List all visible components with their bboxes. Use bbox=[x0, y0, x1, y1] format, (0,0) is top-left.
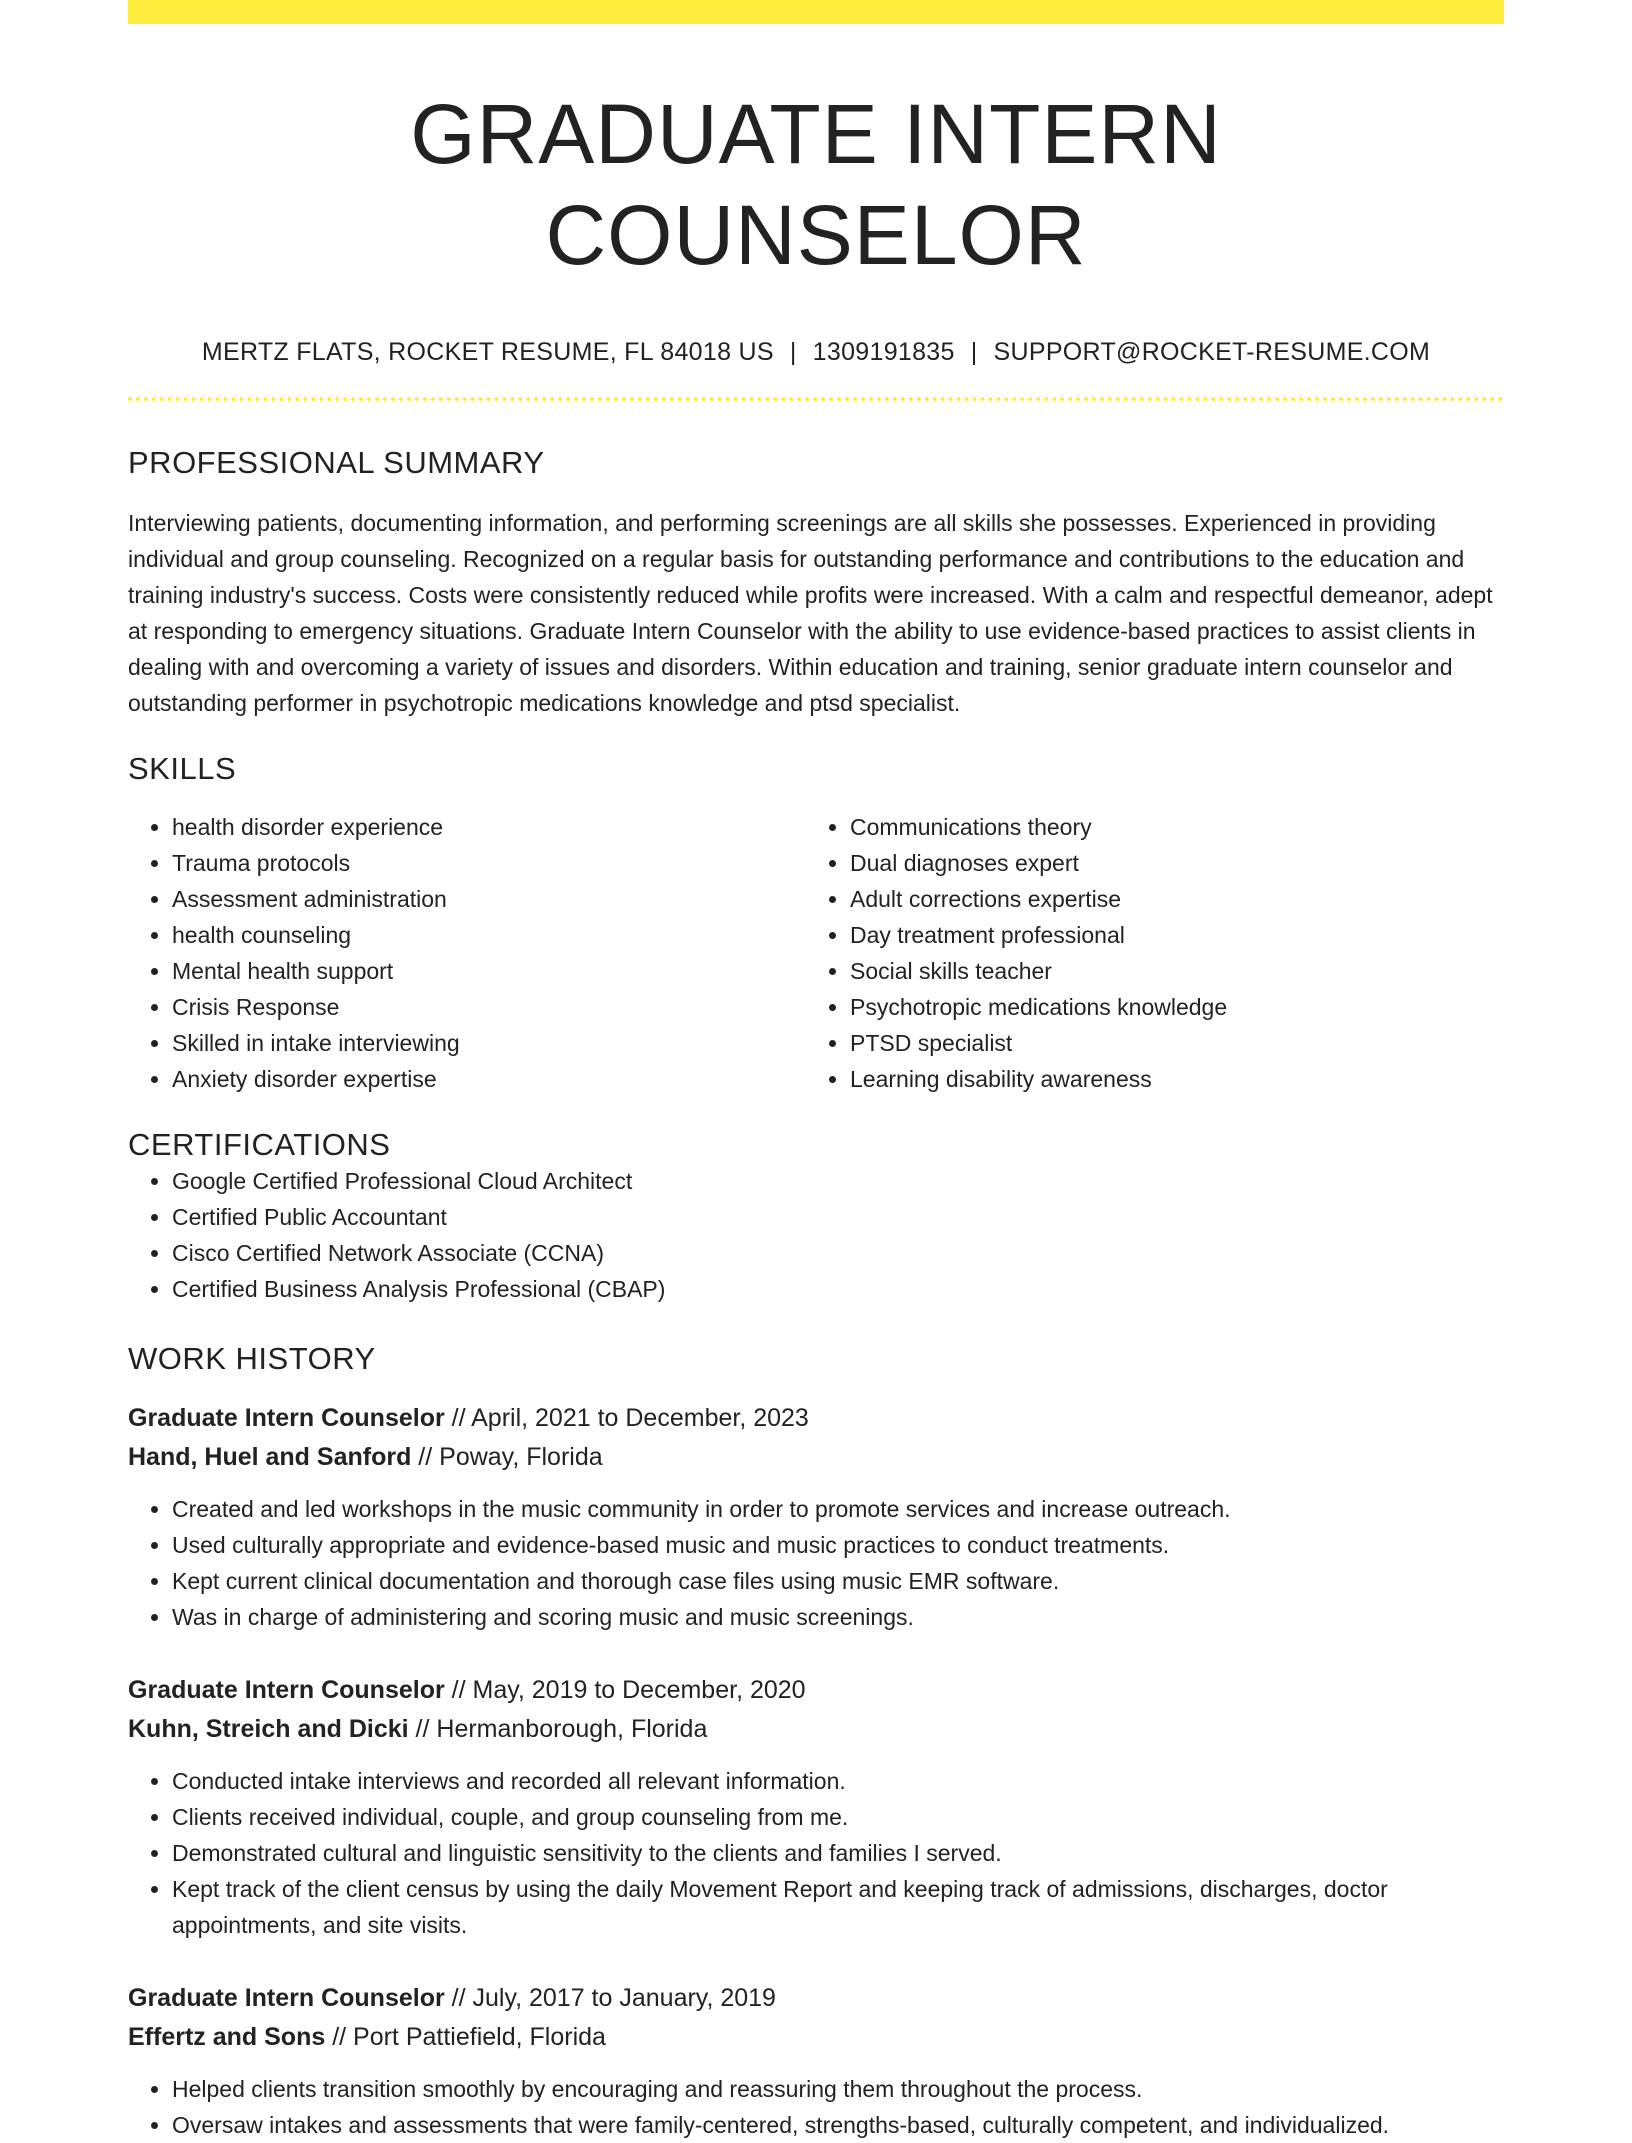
job-role-line bbox=[128, 1399, 1504, 1438]
job-duty: • Oversaw intakes and assessments that were family-centered, strengths-based, culturally competent, and individualized. bbox=[172, 2107, 1504, 2143]
job-duty: • Helped clients transition smoothly by encouraging and reassuring them throughout the process. bbox=[172, 2071, 1504, 2107]
job-duty: • Conducted intake interviews and recorded all relevant information. bbox=[172, 1763, 1504, 1799]
skills-grid bbox=[128, 809, 1504, 1097]
job-dates: // May, 2019 to December, 2020 bbox=[444, 1675, 806, 1704]
job-company-line bbox=[128, 1710, 1504, 1749]
work-history-heading: WORK HISTORY bbox=[128, 1340, 376, 1376]
job-role: Graduate Intern Counselor bbox=[128, 1983, 445, 2012]
job-company: Kuhn, Streich and Dicki bbox=[128, 1714, 409, 1743]
skill-item: • Trauma protocols bbox=[172, 845, 806, 881]
contact-address: MERTZ FLATS, ROCKET RESUME, FL 84018 US bbox=[201, 337, 774, 366]
skills-column-left bbox=[128, 809, 806, 1097]
skill-item: • Skilled in intake interviewing bbox=[172, 1025, 806, 1061]
job-role: Graduate Intern Counselor bbox=[128, 1403, 445, 1432]
skill-item: • health disorder experience bbox=[172, 809, 806, 845]
skill-item: • Crisis Response bbox=[172, 989, 806, 1025]
job-duties-list bbox=[128, 2071, 1504, 2143]
contact-line bbox=[128, 338, 1504, 367]
skills-heading: SKILLS bbox=[128, 750, 237, 786]
job-role: Graduate Intern Counselor bbox=[128, 1675, 445, 1704]
job-duties-list bbox=[128, 1491, 1504, 1635]
skill-item: • Mental health support bbox=[172, 953, 806, 989]
job-location: // Port Pattiefield, Florida bbox=[325, 2022, 606, 2051]
skill-item: • Adult corrections expertise bbox=[850, 881, 1484, 917]
contact-separator: | bbox=[789, 337, 797, 366]
job-dates: // July, 2017 to January, 2019 bbox=[444, 1983, 776, 2012]
dotted-divider bbox=[128, 397, 1504, 401]
job-duty: • Kept current clinical documentation and thorough case files using music EMR software. bbox=[172, 1563, 1504, 1599]
certification-item: • Certified Public Accountant bbox=[172, 1199, 1504, 1235]
job-dates: // April, 2021 to December, 2023 bbox=[444, 1403, 809, 1432]
job-role-line bbox=[128, 1979, 1504, 2018]
certification-item: • Google Certified Professional Cloud Architect bbox=[172, 1163, 1504, 1199]
skill-item: • Anxiety disorder expertise bbox=[172, 1061, 806, 1097]
contact-phone: 1309191835 bbox=[812, 337, 955, 366]
job-company: Hand, Huel and Sanford bbox=[128, 1442, 412, 1471]
skill-item: • Day treatment professional bbox=[850, 917, 1484, 953]
skill-item: • Social skills teacher bbox=[850, 953, 1484, 989]
contact-separator: | bbox=[970, 337, 978, 366]
skill-item: • Learning disability awareness bbox=[850, 1061, 1484, 1097]
summary-text: Interviewing patients, documenting information, and performing screenings are all skills she possesses. Experienced in providing individual and group counseling. Recognized on a regular basis for outstanding performance and contributions to the education and training industry's success. Costs were consistently reduced while profits were increased. With a calm and respectful demeanor, adept at responding to emergency situations. Graduate Intern Counselor with the ability to use evidence-based practices to assist clients in dealing with and overcoming a variety of issues and disorders. Within education and training, senior graduate intern counselor and outstanding performer in psychotropic medications knowledge and ptsd specialist. bbox=[128, 509, 1493, 716]
job-company: Effertz and Sons bbox=[128, 2022, 326, 2051]
job-company-line bbox=[128, 1438, 1504, 1477]
job-role-line bbox=[128, 1671, 1504, 1710]
job-duty: • Used culturally appropriate and evidence-based music and music practices to conduct treatments. bbox=[172, 1527, 1504, 1563]
job-duty: • Clients received individual, couple, and group counseling from me. bbox=[172, 1799, 1504, 1835]
top-accent-bar bbox=[128, 0, 1504, 24]
certifications-list bbox=[128, 1163, 1504, 1307]
certification-item: • Cisco Certified Network Associate (CCNA) bbox=[172, 1235, 1504, 1271]
skills-list-left bbox=[128, 809, 806, 1097]
resume-title: GRADUATE INTERN COUNSELOR bbox=[410, 87, 1222, 282]
job-company-line bbox=[128, 2018, 1504, 2057]
job-entry bbox=[128, 1979, 1504, 2143]
certification-item: • Certified Business Analysis Professional (CBAP) bbox=[172, 1271, 1504, 1307]
certifications-heading: CERTIFICATIONS bbox=[128, 1126, 391, 1162]
skills-column-right bbox=[806, 809, 1484, 1097]
summary-heading: PROFESSIONAL SUMMARY bbox=[128, 444, 545, 480]
skills-list-right bbox=[806, 809, 1484, 1097]
job-entry bbox=[128, 1399, 1504, 1635]
job-duties-list bbox=[128, 1763, 1504, 1943]
skill-item: • PTSD specialist bbox=[850, 1025, 1484, 1061]
resume-page bbox=[128, 0, 1504, 2143]
skill-item: • Psychotropic medications knowledge bbox=[850, 989, 1484, 1025]
contact-email[interactable]: SUPPORT@ROCKET-RESUME.COM bbox=[993, 337, 1431, 366]
job-duty: • Created and led workshops in the music community in order to promote services and increase outreach. bbox=[172, 1491, 1504, 1527]
job-location: // Hermanborough, Florida bbox=[408, 1714, 708, 1743]
job-duty: • Was in charge of administering and scoring music and music screenings. bbox=[172, 1599, 1504, 1635]
skill-item: • health counseling bbox=[172, 917, 806, 953]
job-duty: • Kept track of the client census by using the daily Movement Report and keeping track of admissions, discharges, doctor appointments, and site visits. bbox=[172, 1871, 1504, 1943]
job-duty: • Demonstrated cultural and linguistic sensitivity to the clients and families I served. bbox=[172, 1835, 1504, 1871]
skill-item: • Assessment administration bbox=[172, 881, 806, 917]
skill-item: • Communications theory bbox=[850, 809, 1484, 845]
job-location: // Poway, Florida bbox=[411, 1442, 603, 1471]
job-entry bbox=[128, 1671, 1504, 1943]
skill-item: • Dual diagnoses expert bbox=[850, 845, 1484, 881]
